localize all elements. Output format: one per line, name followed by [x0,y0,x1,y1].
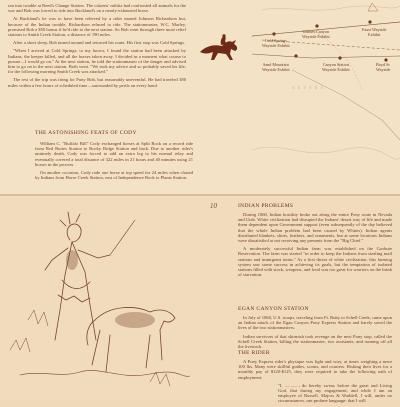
cody-paragraph: William C. "Buffalo Bill" Cody exchanged horses at Split Rock on a record ride from Red Buttes Station to Rocky Ridge Station and back. Due to another rider's untimely death, Cody was forced to add an extra leg to his normal relay and eventually covered a total distance of 322 miles in 21 hours and 40 minutes using 21 horses in the process. [35,141,193,167]
map-state-watermark: N E V A D A [292,86,325,90]
rider-sketch-illustration [0,200,190,395]
egan-canyon-heading: EGAN CANYON STATION [238,306,309,312]
map-label-boyd: Boyd St Wayside [376,62,391,72]
story-paragraph: After a short sleep, Bob turned around and retraced his route. His first stop was Cold Springs. [13,40,186,46]
route-map [192,0,400,190]
the-rider-heading: THE RIDER [238,350,270,356]
map-label-faust: Faust Wayside Exhibit [362,27,387,37]
rider-paragraph: A Pony Express rider's physique was light and wiry, at times weighing a mere 100 lbs. Many were skillful guides, scouts, and couriers. Risking their lives for a monthly pay of $120-$125, they were required to take the following oath of employment: [238,359,392,380]
story-paragraph: At Buckland's he was to have been relieved by a rider named Johnson Richardson but, because of the Indian trouble, Richardson refused to ride. The stationmaster, W.C. Marley, promised Bob a $50 bonus if he'd ride to the next station. So Bob went through three more relief stations to Smith Creek Station, a distance of 190 miles. [8,16,186,38]
cody-heading: THE ASTONISHING FEATS OF CODY [35,130,137,136]
egan-canyon-text [238,315,392,352]
map-label-grimes-canyon: Grimes Canyon Wayside Exhibit [302,29,330,39]
story-paragraph: "When I arrived at Cold Springs, to my horror, I found the station had been attacked by Indians, the keeper killed, and all the horses taken away. I decided in a moment what course to pursue—I would go on." At the next station, he told the stationmaster of the danger and advised him to go on to the next station. Both went. "We took my advice and so probably saved his life, for the following morning Smith Creek was attacked." [8,48,186,75]
cody-paragraph: On another occasion, Cody rode one horse at top speed for 24 miles when chased by Indians from Horse Creek Station, east of Independence Rock to Plants Station. [35,170,193,181]
page-number: 10 [210,202,217,210]
story-paragraph: The rest of the trip was tiring for Pony Bob, but reasonably uneventful. He had traveled 380 miles within a few hours of scheduled time—surrounded by perils on every hand. [8,77,186,88]
indian-paragraph: During 1860, Indian hostility broke out along the entire Pony route in Nevada and Utah. White civilization had disrupted the Indians' desert way of life and made them dependent upon Government support (even subsequently of the day believed that the whole Indian problem had been caused by Whites). Indian agents distributed blankets, shirts, feathers, and ornaments, but at some locations Indians were dissatisfied at not receiving any presents from the "Big Chief." [238,212,392,244]
fold-crease [0,194,400,196]
indian-paragraph: A moderately successful Indian farm was established on the Goshute Reservation. The farm was started "in order to keep the Indians from stealing mail stations and immigrant trains." As a first threat of white civilization, this farming system saw some success in achieving its goals, but the temptation of isolated stations filled with stock, weapons, and food was too great for warriors on the brink of starvation. [238,246,392,278]
egan-paragraph: Indian survivors of that skirmish took revenge on the next Pony stop, called the Schell Creek Station, killing the stationmaster, two assistants, and running off all the livestock. [238,333,392,350]
rider-paragraph: "I, ............, do hereby swear, before the great and Living God, that during my engagement, and while I am an employee of Russell, Majors & Waddell, I will, under no circumstances, use profane language; that I will [278,382,392,404]
map-label-sand-mountain: Sand Mountain Wayside Exhibit [262,62,290,72]
map-label-cold-springs: Cold Springs Wayside Exhibit [262,38,290,48]
pony-bob-story [8,3,186,91]
story-paragraph: ran into trouble at Reed's Change Station. The citizens' militia had confronted all animals for the war and Bob was forced to ride into Buckland's on a nearly-exhausted horse. [8,3,186,14]
cody-text [35,141,193,183]
indian-problems-heading: INDIAN PROBLEMS [238,203,294,209]
pony-rider-icon [196,34,242,62]
egan-paragraph: In July of 1860, U.S. troops, traveling from Ft. Ruby to Schell Creek, came upon an Indian attack of the Egan Canyon Pony Express Station and barely saved the lives of the two stationmasters. [238,315,392,331]
indian-problems-text [238,212,392,280]
the-rider-text [238,359,392,407]
map-label-canyon-station: Canyon Station Wayside Exhibit [322,62,350,72]
